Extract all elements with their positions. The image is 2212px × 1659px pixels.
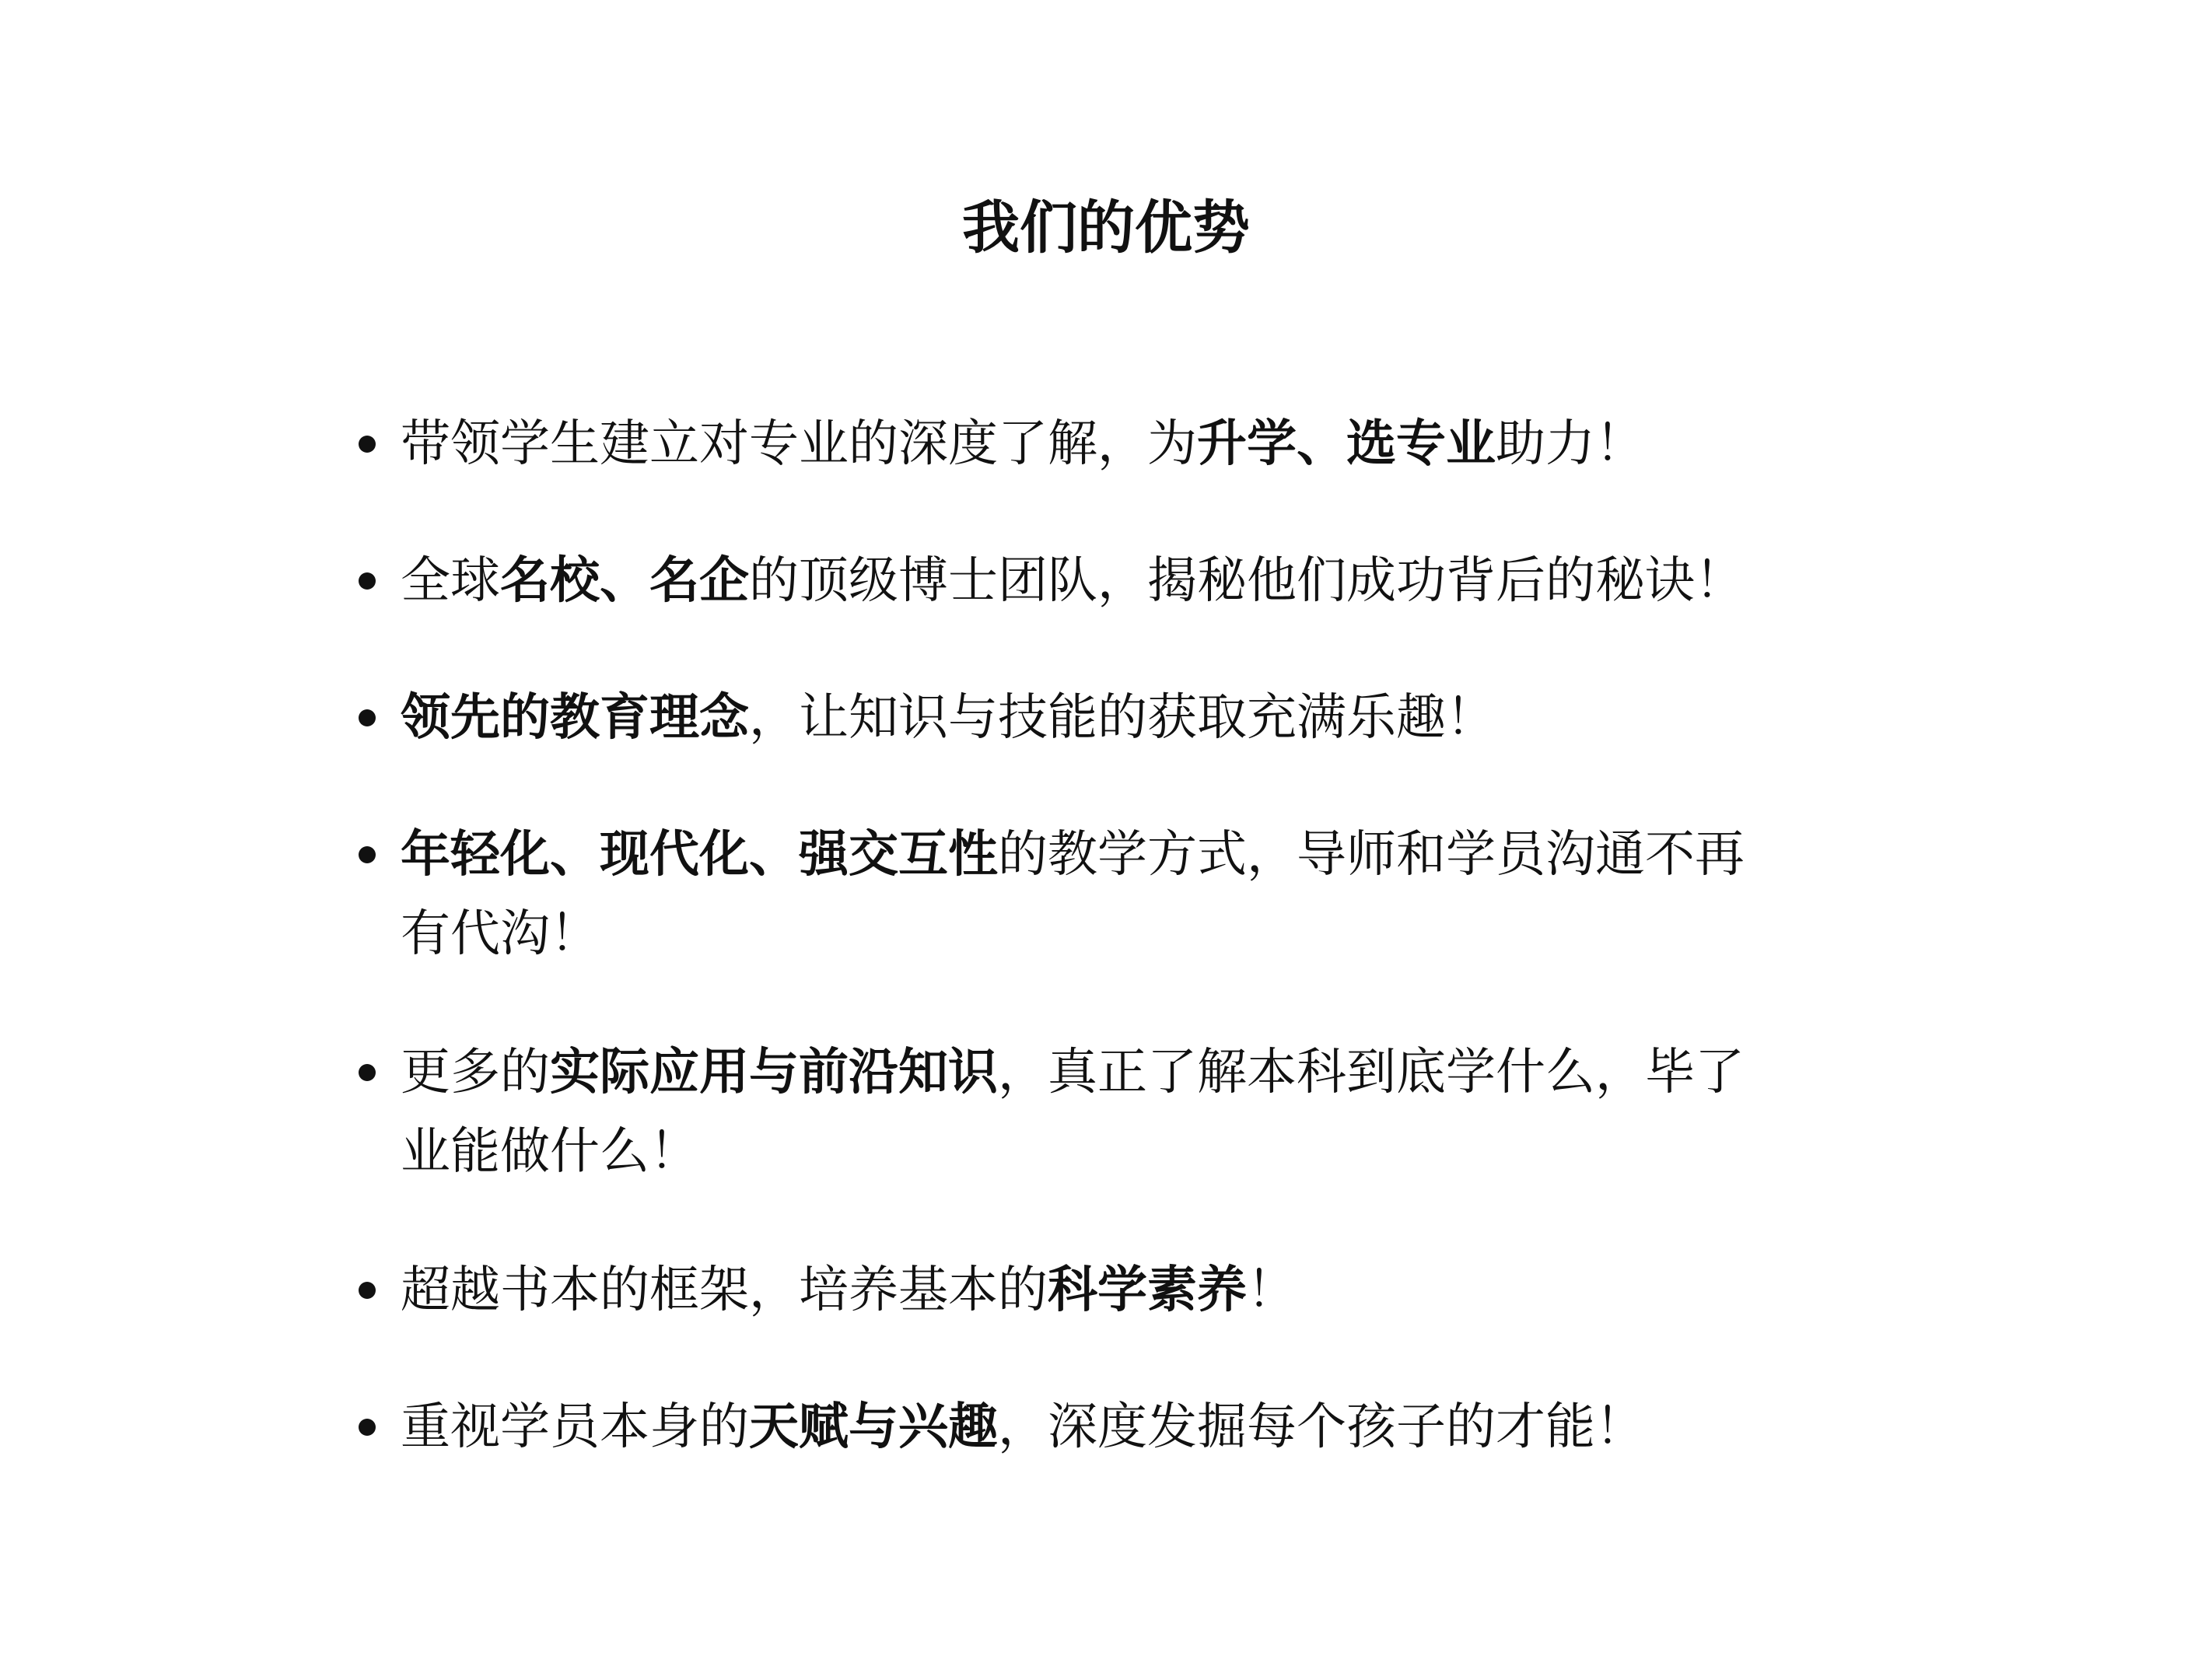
bullet-icon <box>359 1282 376 1299</box>
list-item <box>401 815 1878 974</box>
body-text: 重视学员本身的 <box>401 1398 749 1456</box>
highlight-text: 科学素养 <box>1048 1262 1247 1319</box>
bullet-icon <box>359 572 376 590</box>
bullet-icon <box>359 709 376 726</box>
body-text: ，深度发掘每个孩子的才能！ <box>998 1398 1645 1456</box>
page-title: 我们的优势 <box>962 194 1250 261</box>
list-item <box>401 1251 1878 1330</box>
body-text: 带领学生建立对专业的深度了解，为 <box>401 415 1197 473</box>
highlight-text: 实际应用与前沿知识 <box>550 1044 998 1101</box>
highlight-text: 天赋与兴趣 <box>749 1398 998 1456</box>
bullet-icon <box>359 846 376 863</box>
list-item-line <box>401 1033 1878 1112</box>
bullet-icon <box>359 1419 376 1436</box>
list-item <box>401 678 1878 758</box>
list-item-line <box>401 678 1878 758</box>
list-item-line <box>401 541 1878 621</box>
list-item <box>401 541 1878 621</box>
body-text: 全球 <box>401 552 500 610</box>
body-text: 的教学方式，导师和学员沟通不再 <box>998 826 1745 884</box>
list-item <box>401 404 1878 484</box>
list-item <box>401 1033 1878 1192</box>
list-item <box>401 1388 1878 1467</box>
list-item-line <box>401 404 1878 484</box>
body-text: 业能做什么！ <box>401 1123 699 1181</box>
body-text: 更多的 <box>401 1044 550 1101</box>
body-text: 有代沟！ <box>401 905 600 963</box>
bullet-icon <box>359 436 376 453</box>
body-text: 的顶级博士团队，揭秘他们成功背后的秘诀！ <box>749 552 1745 610</box>
body-text: ，真正了解本科到底学什么，毕了 <box>998 1044 1745 1101</box>
list-item-line <box>401 1112 1878 1192</box>
body-text: ！ <box>1247 1262 1297 1319</box>
list-item-line <box>401 1251 1878 1330</box>
body-text: 助力！ <box>1496 415 1645 473</box>
list-item-line <box>401 1388 1878 1467</box>
bullet-icon <box>359 1064 376 1081</box>
highlight-text: 领先的教育理念 <box>401 689 749 747</box>
highlight-text: 名校、名企 <box>500 552 749 610</box>
highlight-text: 年轻化、现代化、强交互性 <box>401 826 998 884</box>
body-text: 超越书本的框架，培养基本的 <box>401 1262 1048 1319</box>
body-text: ，让知识与技能的获取充满乐趣！ <box>749 689 1496 747</box>
list-item-line <box>401 894 1878 974</box>
highlight-text: 升学、选专业 <box>1197 415 1496 473</box>
list-item-line <box>401 815 1878 894</box>
